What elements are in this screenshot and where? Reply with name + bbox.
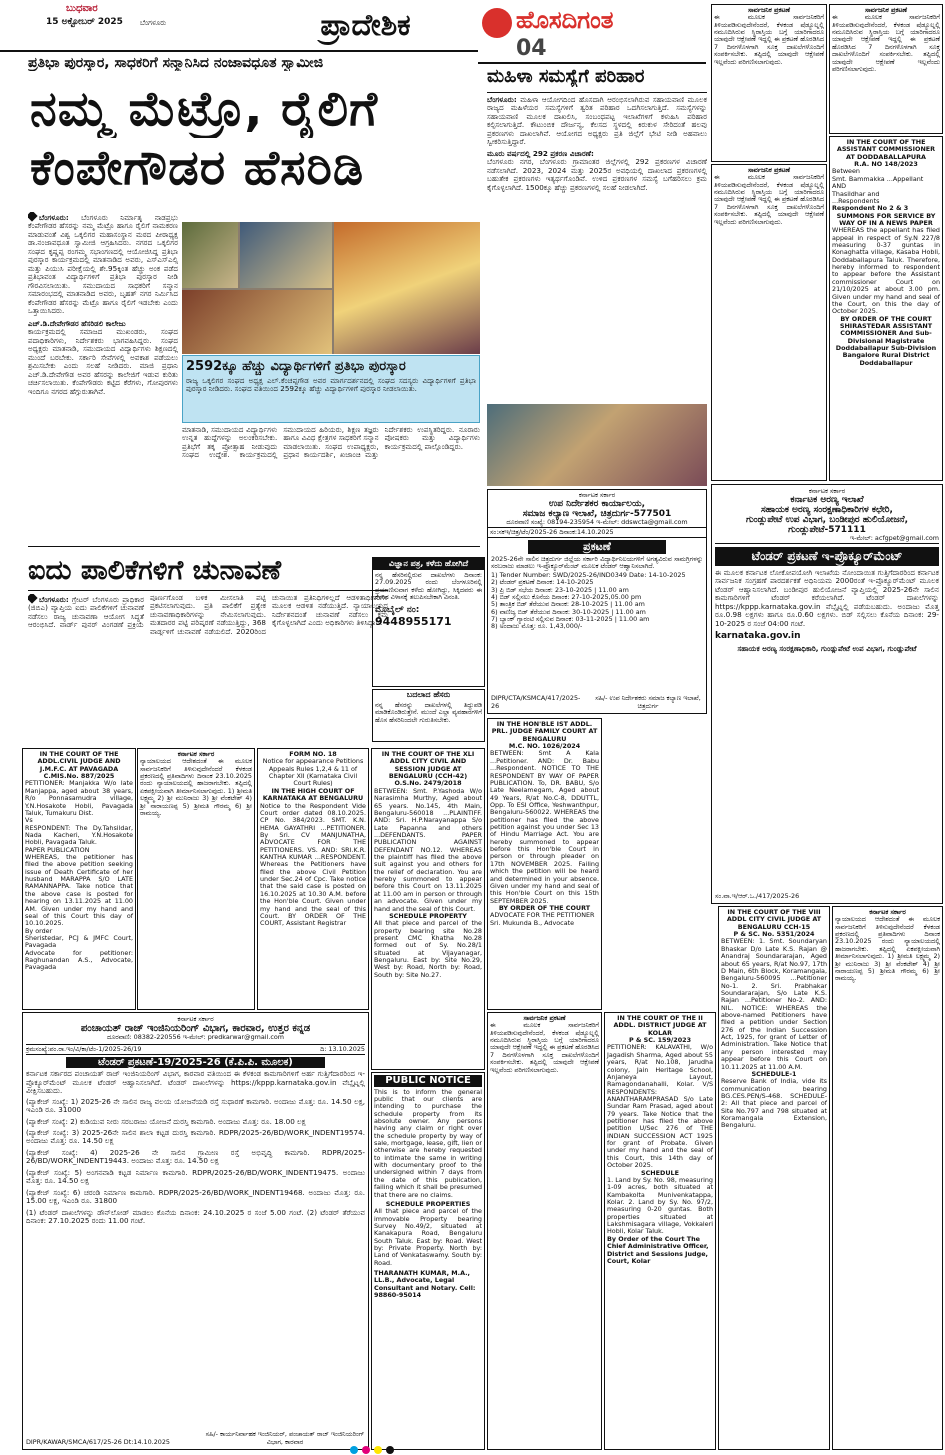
panchayat-dipr: DIPR/KAWAR/SMCA/617/25-26 Dt:14.10.2025 xyxy=(26,1437,170,1446)
paper-name: ಹೊಸದಿಗಂತ xyxy=(516,6,614,34)
photo-ceremony-4 xyxy=(182,290,332,354)
list-item: 8) ಅಂದಾಜು ಮೊತ್ತ: ರೂ. 1,43,000/- xyxy=(491,622,583,631)
panchayat-tender-head: ಟೆಂಡರ್ ಪ್ರಕಟಣೆ-19/2025-26 (ಕೆ.ಪಿ.ಪಿ. ಮೂಲಕ) xyxy=(66,1057,325,1068)
lower-story-body: ಮಾತನಾಡಿ, ಸಮುದಾಯದ ವಿದ್ಯಾರ್ಥಿಗಳು ಉನ್ನತ ಹುದ್ದೆಗಳನ್ನು ಅಲಂಕರಿಸಬೇಕು. ಪ್ರತಿಭೆಗೆ ತಕ್ಕ ಪ್ರೋತ್ಸಾಹ ನೀಡುವುದು ಸಂಘದ ಉದ್ದೇಶ. ಕಾರ್ಯಕ್ರಮದಲ್ಲಿ ಸಮುದಾಯದ ಹಿರಿಯರು, ಶಿಕ್ಷಣ ತಜ್ಞರು ಹಾಗೂ ವಿವಿಧ ಕ್ಷೇತ್ರಗಳ ಸಾಧಕರಿಗೆ ಸನ್ಮಾನ ಮಾಡಲಾಯಿತು. ಸಂಘದ ಉಪಾಧ್ಯಕ್ಷರು, ಪ್ರಧಾನ ಕಾರ್ಯದರ್ಶಿ, ಖಜಾಂಚಿ ಮತ್ತು ನಿರ್ದೇಶಕರು ಉಪಸ್ಥಿತರಿದ್ದರು. ನೂರಾರು ಪೋಷಕರು ಮತ್ತು ವಿದ್ಯಾರ್ಥಿಗಳು ಕಾರ್ಯಕ್ರಮದಲ್ಲಿ ಪಾಲ್ಗೊಂಡಿದ್ದರು. xyxy=(182,426,480,460)
court-3-body: BETWEEN: Smt. P.Yashoda W/o Narasimha Murthy, Aged about 65 years. No.145, 4th Main, Bengaluru-560018 ...PLAINTIFF. AND: Sri. H.P.Narayanappa S/o Late Papanna and others ...DEFENDANTS. PAPER PUBLICATION AGAINST DEFENDANT NO.12. WHEREAS the plaintiff has filed the above suit against you and others for the relief of declaration. You are hereby summoned to appear before this Court on 13.11.2025 at 11.00 am in person or through an advocate. Given under my hand and the seal of this Court. xyxy=(374,786,482,913)
chitradurga-items xyxy=(488,571,706,632)
court-2-court: IN THE HIGH COURT OF KARNATAKA AT BENGALURU xyxy=(262,786,364,803)
court-notice-doddaballapura xyxy=(829,136,943,481)
list-item: (ಪ್ಯಾಕೇಜ್ ಸಂಖ್ಯೆ: 3) 2025-26ನೇ ಸಾಲಿನ ಶಾಲಾ ಕಟ್ಟಡ ದುರಸ್ತಿ ಕಾಮಗಾರಿ. RDPR/2025-26/BD/WORK_INDENT19574. ಅಂದಾಜು ಮೊತ್ತ: ರೂ. 14.50 ಲಕ್ಷ xyxy=(26,1127,365,1146)
right-kannada-text: ಈ ಮೂಲಕ ಸಾರ್ವಜನಿಕರಿಗೆ ತಿಳಿಯಪಡಿಸುವುದೇನೆಂದರೆ, ಕೆಳಕಂಡ ಷೆಡ್ಯೂಲ್ನಲ್ಲಿ ನಮೂದಿಸಿರುವ ಸ್ಥಿರಾಸ್ತಿಯ ಬಗ್ಗೆ ಯಾರಿಗಾದರೂ ಯಾವುದೇ ಆಕ್ಷೇಪಣೆ ಇದ್ದಲ್ಲಿ ಈ ಪ್ರಕಟಣೆ ಹೊರಡಿಸಿದ 7 ದಿನಗಳೊಳಗಾಗಿ ಸೂಕ್ತ ದಾಖಲೆಗಳೊಂದಿಗೆ ಸಂಪರ್ಕಿಸಬೇಕು. ತಪ್ಪಿದಲ್ಲಿ ಯಾವುದೇ ಆಕ್ಷೇಪಣೆ ಇಲ್ಲವೆಂದು ಪರಿಗಣಿಸಲಾಗುವುದು. xyxy=(714,173,824,226)
masthead-day: ಬುಧವಾರ xyxy=(66,3,98,14)
forest-office-2: ಸಹಾಯಕ ಅರಣ್ಯ ಸಂರಕ್ಷಣಾಧಿಕಾರಿಗಳ ಕಛೇರಿ, xyxy=(761,505,893,516)
public-notice-sched: SCHEDULE PROPERTIES xyxy=(385,1199,471,1208)
court-2-body: Notice to the Respondent Vide Court order dated 08.10.2025. CP No. 384/2023. SMT. K.N. HEMA GAYATHRI ...PETITIONER. By Sri. CV MANJUNATHA, ADVOCATE FOR THE PETITIONERS. VS. AND: SRI.K.R. KANTHA KUMAR ...RESPONDENT. Whereas the Petitioners have filed the above Civil Petition under Sec.24 of Cpc. Take notice that the said case is posted on 16.10.2025 at 10.30 A.M. before the Hon'ble Court. Given under my hand and the seal of this Court. BY ORDER OF THE COURT, Assistant Registrar xyxy=(260,801,366,928)
forest-ref: ಸಂ.ವಾ.ಇ/ಆರ್.ಒ./417/2025-26 xyxy=(715,891,800,900)
chitradurga-office: ಉಪ ನಿರ್ದೇಶಕರ ಕಾರ್ಯಾಲಯ, xyxy=(548,499,646,510)
women-subhead: ಮೂರು ವರ್ಷದಲ್ಲಿ 292 ಪ್ರಕರಣ ವಿಚಾರಣೆ: xyxy=(487,148,594,158)
chitradurga-sign: ಸಹಿ/- ಉಪ ನಿರ್ದೇಶಕರು ಸಮಾಜ ಕಲ್ಯಾಣ ಇಲಾಖೆ, ಚಿತ್ರದುರ್ಗ xyxy=(595,694,701,710)
panchayat-office: ಪಂಚಾಯತ್ ರಾಜ್ ಇಂಜಿನಿಯರಿಂಗ್ ವಿಭಾಗ, ಕಾರವಾರ, ಉತ್ತರ ಕನ್ನಡ xyxy=(80,1023,311,1035)
photo-ceremony-2 xyxy=(240,222,332,288)
list-item: 5) ತಾಂತ್ರಿಕ ಬಿಡ್ ತೆರೆಯುವ ದಿನಾಂಕ: 28-10-2025 | 11.00 am xyxy=(491,600,645,609)
right-top-notice-2-title: ಸಾರ್ವಜನಿಕ ಪ್ರಕಟಣೆ xyxy=(523,1014,566,1022)
chitradurga-govt: ಕರ್ನಾಟಕ ಸರ್ಕಾರ xyxy=(578,491,616,499)
photo-caption-text: ರಾಜ್ಯ ಒಕ್ಕಲಿಗರ ಸಂಘದ ಅಧ್ಯಕ್ಷ ಎಲ್.ಕೆಂಚಪ್ಪಗೌಡ ಅವರ ಮಾರ್ಗದರ್ಶನದಲ್ಲಿ ಸಂಘದ ಸದಸ್ಯರು ವಿದ್ಯಾರ್ಥಿಗಳಿಗೆ ಪ್ರತಿಭಾ ಪುರಸ್ಕಾರ ನೀಡಿದರು. ಸಂಘದ ವತಿಯಿಂದ 2592ಕ್ಕೂ ಹೆಚ್ಚು ವಿದ್ಯಾರ್ಥಿಗಳಿಗೆ ಪುರಸ್ಕಾರ ನೀಡಲಾಯಿತು. xyxy=(186,376,476,394)
forest-tender xyxy=(711,484,943,904)
photo-ceremony-1 xyxy=(182,222,238,288)
photo-collage xyxy=(182,222,480,354)
court-5-title: IN THE COURT OF THE II ADDL. DISTRICT JUDGE AT KOLAR xyxy=(613,1014,707,1037)
right-top-notice-1 xyxy=(711,4,827,162)
right-kannada-title: ಸಾರ್ವಜನಿಕ ಪ್ರಕಟಣೆ xyxy=(747,166,791,174)
lead-dateline: ಬೆಂಗಳೂರು: xyxy=(39,213,69,222)
court-3-case: O.S.No. 2479/2018 xyxy=(394,779,462,788)
chitradurga-notice xyxy=(487,489,707,714)
page-number: 04 xyxy=(516,36,547,61)
registration-dot xyxy=(386,1446,394,1454)
list-item: 3) ಪ್ರಿ ಬಿಡ್ ಸಭೆಯ ದಿನಾಂಕ: 23-10-2025 | 11.00 am xyxy=(491,585,629,594)
women-headline: ಮಹಿಳಾ ಸಮಸ್ಯೆಗೆ ಪರಿಹಾರ xyxy=(487,66,645,87)
court-right-parties: Between Smt. Bammakka ...Appellant AND Thasildhar and ...Respondents xyxy=(832,167,924,205)
court-notice-kolar xyxy=(604,1012,716,1450)
list-item: 1) Tender Number: SWD/2025-26/IND0349 Date: 14-10-2025 xyxy=(491,570,686,579)
forest-tender-site: karnataka.gov.in xyxy=(715,631,801,642)
court-right-case: R.A. NO 148/2023 xyxy=(854,160,918,169)
chitradurga-contact: ದೂರವಾಣಿ ಸಂಖ್ಯೆ: 08194-235954 ಇ-ಮೇಲ್: ddswcta@gmail.com xyxy=(506,518,688,527)
classified-title: ವಿಜ್ಞಾನ ಪತ್ರ, ಕಳೆದು ಹೋಗಿದೆ xyxy=(373,558,484,570)
right-top-notice-1-title: ಸಾರ್ವಜನಿಕ ಪ್ರಕಟಣೆ xyxy=(747,6,791,14)
list-item: 4) ಬಿಡ್ ಸಲ್ಲಿಸಲು ಕೊನೆಯ ದಿನಾಂಕ: 27-10-2025,05.00 pm xyxy=(491,592,642,601)
registration-dot xyxy=(374,1446,382,1454)
forest-office-3: ಗುಂಡ್ಲುಪೇಟೆ ಉಪ ವಿಭಾಗ, ಬಂಡೀಪುರ ಹುಲಿಯೋಜನೆ, xyxy=(745,515,909,526)
elections-body-text: ಗ್ರೇಟರ್ ಬೆಂಗಳೂರು ಪ್ರಾಧಿಕಾರ (ಜಿಬಿಎ) ವ್ಯಾಪ್ತಿಯ ಐದು ಪಾಲಿಕೆಗಳಿಗೆ ಚುನಾವಣೆ ನಡೆಸಲು ರಾಜ್ಯ ಚುನಾವಣಾ ಆಯೋಗ ಸಿದ್ಧತೆ ಆರಂಭಿಸಿದೆ. ವಾರ್ಡ್ ಪುನರ್ ವಿಂಗಡಣೆ ಪ್ರಕ್ರಿಯೆ ಪೂರ್ಣಗೊಂಡ ಬಳಿಕ ಮೀಸಲಾತಿ ಪಟ್ಟಿ ಪ್ರಕಟಿಸಲಾಗುವುದು. ಪ್ರತಿ ಪಾಲಿಕೆಗೆ ಪ್ರತ್ಯೇಕ ಚುನಾವಣಾಧಿಕಾರಿಗಳನ್ನು ನೇಮಿಸಲಾಗುವುದು. ಮತದಾರರ ಪಟ್ಟಿ ಪರಿಷ್ಕರಣೆ ನಡೆಯುತ್ತಿದ್ದು, 368 ವಾರ್ಡ್ಗಳಿಗೆ ಚುನಾವಣೆ ನಡೆಯಲಿದೆ. 2020ರಿಂದ ಚುನಾಯಿತ ಪ್ರತಿನಿಧಿಗಳಿಲ್ಲದೆ ಆಡಳಿತಾಧಿಕಾರಿಗಳ ಮೂಲಕ ಆಡಳಿತ ನಡೆಯುತ್ತಿದೆ. ನ್ಯಾಯಾಲಯದ ನಿರ್ದೇಶನದಂತೆ ಚುನಾವಣೆ ನಡೆಸಲು ಕ್ರಮ ಕೈಗೊಳ್ಳಲಾಗಿದೆ ಎಂದು ಅಧಿಕಾರಿಗಳು ತಿಳಿಸಿದ್ದಾರೆ. xyxy=(28,594,388,636)
forest-office-4: ಗುಂಡ್ಲುಪೇಟೆ-571111 xyxy=(788,525,866,536)
classified-body: ನನ್ನ ಹೆಸರಿನಲ್ಲಿರುವ ದಾಖಲೆಗಳು ದಿನಾಂಕ: 27.09.2025 ರಂದು ಬೆಂಗಳೂರಿನಲ್ಲಿ ಪ್ರಯಾಣಿಸುವಾಗ ಕಳೆದು ಹೋಗಿದ್ದು, ಸಿಕ್ಕಿದವರು ಈ ಕೆಳಗಿನ ವಿಳಾಸಕ್ಕೆ ತಲುಪಿಸಬೇಕಾಗಿ ವಿನಂತಿ. xyxy=(375,571,482,602)
women-dateline: ಬೆಂಗಳೂರು: xyxy=(487,96,517,104)
public-notice-adv: THARANATH KUMAR, M.A., LL.B., Advocate, Legal Consultant and Notary. Cell: 98860-95014 xyxy=(374,1269,476,1300)
court-notice-extra xyxy=(487,1012,602,1450)
classified-mobile: 9448955171 xyxy=(375,615,452,629)
masthead-date-block xyxy=(0,0,255,48)
elections-rule xyxy=(28,590,388,591)
women-photo xyxy=(487,404,707,486)
lead-kicker: ಪ್ರತಿಭಾ ಪುರಸ್ಕಾರ, ಸಾಧಕರಿಗೆ ಸನ್ಮಾನಿಸಿದ ನಂಜಾವಧೂತ ಸ್ವಾಮೀಜಿ xyxy=(28,55,324,71)
far-right-lower-title-2: ಕರ್ನಾಟಕ ಸರ್ಕಾರ xyxy=(869,908,906,916)
chitradurga-dipr: DIPR/CTA/KSMCA/417/2025-26 xyxy=(491,694,581,710)
classified-mobile-label: ಮೊಬೈಲ್ ನಂ: xyxy=(375,605,420,616)
far-right-lower-title: ಕರ್ನಾಟಕ ಸರ್ಕಾರ xyxy=(177,750,215,758)
paper-logo xyxy=(478,4,706,64)
court-5-body: PETITIONER: KALAVATHI, W/o Jagadish Sharma, Aged about 55 years, R/at No.108, Jarudha colony, Jain Heritage School, Anjaneya Layout, Ramagondanahalli, Kolar. V/S RESPONDENTS: ANANTHARAMPRASAD S/o Late Sundar Ram Prasad, aged about 79 years. Take Notice that the petitioner has filed the above petition U/Sec 276 of THE INDIAN SUCCESSION ACT 1925 for grant of Probate. Given under my hand and the seal of this Court, this 14th day of October 2025. xyxy=(607,1043,713,1170)
women-body-text: ಮಹಿಳಾ ಆಯೋಗದಿಂದ ಹೊಸದಾಗಿ ಆರಂಭಿಸಲಾಗಿರುವ ಸಹಾಯವಾಣಿ ಮೂಲಕ ರಾಜ್ಯದ ಮಹಿಳೆಯರ ಸಮಸ್ಯೆಗಳಿಗೆ ತ್ವರಿತ ಪರಿಹಾರ ಒದಗಿಸಲಾಗುತ್ತಿದೆ. ಸಮಸ್ಯೆಗಳನ್ನು ಸಹಾಯವಾಣಿ ಮೂಲಕ ದಾಖಲಿಸಿ, ಸಂಬಂಧಪಟ್ಟ ಇಲಾಖೆಗಳಿಗೆ ಕಳುಹಿಸಿ ಪರಿಹಾರ ಕಲ್ಪಿಸಲಾಗುತ್ತಿದೆ. ಕೌಟುಂಬಿಕ ದೌರ್ಜನ್ಯ, ಕೆಲಸದ ಸ್ಥಳದಲ್ಲಿ ಕಿರುಕುಳ ಸೇರಿದಂತೆ ಹಲವು ಪ್ರಕರಣಗಳು ದಾಖಲಾಗಿವೆ. ಆಯೋಗದ ಅಧ್ಯಕ್ಷರು ಪ್ರತಿ ಜಿಲ್ಲೆಗೆ ಭೇಟಿ ನೀಡಿ ಅಹವಾಲು ಸ್ವೀಕರಿಸುತ್ತಿದ್ದಾರೆ. xyxy=(487,96,707,147)
court-5-sched-body: 1. Land by Sy. No. 98, measuring 1-09 acres, both situated at Kambakolta Munivenkatappa, Kolar. 2. Land by Sy. No. 97/2, measuring 0-20 guntas. Both properties situated at Lakshmisagara village, Vokkaleri Hobli, Kolar Taluk. xyxy=(607,1175,713,1236)
panchayat-date: ದಿ: 13.10.2025 xyxy=(320,1044,365,1053)
lead-body-text-2: ಕಾರ್ಯಕ್ರಮದಲ್ಲಿ ಸಮಾಜದ ಮುಖಂಡರು, ಸಂಘದ ಪದಾಧಿಕಾರಿಗಳು, ನಿರ್ದೇಶಕರು ಭಾಗವಹಿಸಿದ್ದರು. ಸಂಘದ ಅಧ್ಯಕ್ಷರು ಮಾತನಾಡಿ, ಸಮುದಾಯದ ವಿದ್ಯಾರ್ಥಿಗಳು ಶಿಕ್ಷಣದಲ್ಲಿ ಮುಂದೆ ಬರಬೇಕು. ಸರ್ಕಾರಿ ಸೇವೆಗಳಲ್ಲಿ ಅವಕಾಶ ಪಡೆಯಲು ಶ್ರಮಿಸಬೇಕು ಎಂದು ಸಲಹೆ ನೀಡಿದರು. ಮಾಜಿ ಪ್ರಧಾನಿ ಎಚ್.ಡಿ.ದೇವೇಗೌಡ ಅವರ ಹೆಸರನ್ನು ಕಾಲೇಜಿಗೆ ಇಡುವ ಕುರಿತು ಚರ್ಚಿಸಲಾಯಿತು. ಕೆಂಪೇಗೌಡರು ಕಟ್ಟಿದ ಕೆರೆಗಳು, ಗೋಪುರಗಳು ಇಂದಿಗೂ ನಗರದ ಹೆಗ್ಗುರುತಾಗಿವೆ. xyxy=(28,327,178,396)
right-kannada-notice xyxy=(711,164,827,481)
court-1-body: PETITIONER: Manjakka W/o late Manjappa, aged about 38 years, R/o Ponnasamudra village, Y.N.Hosakote Hobli, Pavagada Taluk, Tumakuru Dist. Vs RESPONDENT: The Dy.Tahsildar, Nada Kacheri, Y.N.Hosakote Hobli, Pavagada Taluk. PAPER PUBLICATION WHEREAS, the petitioner has filed the above petition seeking issue of Death Certificate of her husband MARAPPA S/O LATE RAMANNAPPA. Take notice that the above case is posted for hearing on 13.11.2025 at 11.00 AM. Given under my hand and seal of this Court this day of 10.10.2025. By order Sheristedar, PCJ & JMFC Court, Pavagada Advocate for petitioner: Raghunandan A.S., Advocate, Pavagada xyxy=(25,779,133,972)
masthead-date: 15 ಅಕ್ಟೋಬರ್ 2025 xyxy=(46,17,123,27)
far-right-lower-body: ನ್ಯಾಯಾಲಯದ ಆದೇಶದಂತೆ ಈ ಮೂಲಕ ಸಾರ್ವಜನಿಕರಿಗೆ ತಿಳಿಸುವುದೇನೆಂದರೆ ಕೆಳಕಂಡ ಪ್ರಕರಣದಲ್ಲಿ ಪ್ರತಿವಾದಿಗಳು ದಿನಾಂಕ 23.10.2025 ರಂದು ನ್ಯಾಯಾಲಯದಲ್ಲಿ ಹಾಜರಾಗಬೇಕು. ತಪ್ಪಿದಲ್ಲಿ ಏಕಪಕ್ಷೀಯವಾಗಿ ತೀರ್ಮಾನಿಸಲಾಗುವುದು. 1) ಶ್ರೀಮತಿ ಲಕ್ಷ್ಮಮ್ಮ 2) ಶ್ರೀ ಮುನಿರಾಜು 3) ಶ್ರೀ ವೆಂಕಟೇಶ್ 4) ಶ್ರೀ ನಾರಾಯಣಪ್ಪ 5) ಶ್ರೀಮತಿ ಗೌರಮ್ಮ 6) ಶ್ರೀ ರಾಮಯ್ಯ. xyxy=(140,757,252,817)
court-1-title: IN THE COURT OF THE ADDL.CIVIL JUDGE AND J.M.F.C. AT PAVAGADA xyxy=(37,750,121,773)
panchayat-sign: ಸಹಿ/- ಕಾರ್ಯನಿರ್ವಾಹಕ ಇಂಜಿನಿಯರ್, ಪಂಚಾಯತ್ ರಾಜ್ ಇಂಜಿನಿಯರಿಂಗ್ ವಿಭಾಗ, ಕಾರವಾರ xyxy=(205,1430,365,1446)
public-notice-sched-body: All that piece and parcel of the immovable Property bearing Survey No.49/2, situated at Kanakapura Road, Bengaluru South Taluk. East by: Road. West by: Private Property. North by: Land of Venkataswamy. South by: Road. xyxy=(374,1207,482,1267)
classified-mobile-row xyxy=(373,603,484,630)
masthead-rule-right xyxy=(478,62,706,64)
forest-email: ಇ-ಮೇಲ್: acfgpet@gmail.com xyxy=(715,535,939,543)
bullet-icon xyxy=(28,212,38,222)
forest-office: ಕರ್ನಾಟಕ ಅರಣ್ಯ ಇಲಾಖೆ xyxy=(790,495,864,506)
chitradurga-intro: 2025-26ನೇ ಸಾಲಿನ ಚಿತ್ರದುರ್ಗ ಜಿಲ್ಲೆಯ ಸರ್ಕಾರಿ ವಿದ್ಯಾರ್ಥಿನಿಲಯಗಳಿಗೆ ಅಗತ್ಯವಿರುವ ಸಾಮಗ್ರಿಗಳನ್ನು ಸರಬರಾಜು ಮಾಡಲು ಇ-ಪ್ರೊಕ್ಯೂರ್‌ಮೆಂಟ್ ಮೂಲಕ ಟೆಂಡರ್ ಆಹ್ವಾನಿಸಲಾಗಿದೆ. xyxy=(491,555,703,571)
court-3-sched: SCHEDULE PROPERTY xyxy=(389,911,467,920)
elections-headline: ಐದು ಪಾಲಿಕೆಗಳಿಗೆ ಚುನಾವಣೆ xyxy=(28,555,282,586)
photo-caption-title: 2592ಕ್ಕೂ ಹೆಚ್ಚು ವಿದ್ಯಾರ್ಥಿಗಳಿಗೆ ಪ್ರತಿಭಾ ಪುರಸ್ಕಾರ xyxy=(186,359,406,374)
women-body-text-2: ಬೆಂಗಳೂರು ನಗರ, ಬೆಂಗಳೂರು ಗ್ರಾಮಾಂತರ ಜಿಲ್ಲೆಗಳಲ್ಲಿ 292 ಪ್ರಕರಣಗಳ ವಿಚಾರಣೆ ನಡೆಸಲಾಗಿದೆ. 2023, 2024 ಮತ್ತು 2025ರ ಅವಧಿಯಲ್ಲಿ ದಾಖಲಾದ ಪ್ರಕರಣಗಳಲ್ಲಿ ಬಹುತೇಕ ಪ್ರಕರಣಗಳು ಇತ್ಯರ್ಥಗೊಂಡಿವೆ. ಉಳಿದ ಪ್ರಕರಣಗಳ ಸಮಸ್ಯೆ ಬಗೆಹರಿಸಲು ಕ್ರಮ ಕೈಗೊಳ್ಳಲಾಗಿದೆ. 1500ಕ್ಕೂ ಹೆಚ್ಚು ಪ್ರಕರಣಗಳಲ್ಲಿ ಸಲಹೆ ನೀಡಲಾಗಿದೆ. xyxy=(487,157,707,192)
right-top-notice-1-text: ಈ ಮೂಲಕ ಸಾರ್ವಜನಿಕರಿಗೆ ತಿಳಿಯಪಡಿಸುವುದೇನೆಂದರೆ, ಕೆಳಕಂಡ ಷೆಡ್ಯೂಲ್ನಲ್ಲಿ ನಮೂದಿಸಿರುವ ಸ್ಥಿರಾಸ್ತಿಯ ಬಗ್ಗೆ ಯಾರಿಗಾದರೂ ಯಾವುದೇ ಆಕ್ಷೇಪಣೆ ಇದ್ದಲ್ಲಿ ಈ ಪ್ರಕಟಣೆ ಹೊರಡಿಸಿದ 7 ದಿನಗಳೊಳಗಾಗಿ ಸೂಕ್ತ ದಾಖಲೆಗಳೊಂದಿಗೆ ಸಂಪರ್ಕಿಸಬೇಕು. ತಪ್ಪಿದಲ್ಲಿ ಯಾವುದೇ ಆಕ್ಷೇಪಣೆ ಇಲ್ಲವೆಂದು ಪರಿಗಣಿಸಲಾಗುವುದು. xyxy=(714,13,824,66)
panchayat-works xyxy=(26,1098,365,1206)
list-item: (ಪ್ಯಾಕೇಜ್ ಸಂಖ್ಯೆ: 5) ಅಂಗನವಾಡಿ ಕಟ್ಟಡ ನಿರ್ಮಾಣ ಕಾಮಗಾರಿ. RDPR/2025-26/BD/WORK_INDENT19475. ಅಂದಾಜು ಮೊತ್ತ: ರೂ. 14.50 ಲಕ್ಷ xyxy=(26,1167,365,1186)
forest-govt: ಕರ್ನಾಟಕ ಸರ್ಕಾರ xyxy=(808,487,846,495)
court-3-sched-body: All that piece and parcel of the property bearing site No.28 present CMC Khatha No.28 formed out of Sy. No.28/1 situated at Vijayanagar, Bengaluru. East by: Site No.29, West by: Road, North by: Road, South by: Site No.27. xyxy=(374,919,482,979)
court-2-title: FORM NO. 18 xyxy=(289,750,337,758)
right-top-notice-2-text: ಈ ಮೂಲಕ ಸಾರ್ವಜನಿಕರಿಗೆ ತಿಳಿಯಪಡಿಸುವುದೇನೆಂದರೆ, ಕೆಳಕಂಡ ಷೆಡ್ಯೂಲ್ನಲ್ಲಿ ನಮೂದಿಸಿರುವ ಸ್ಥಿರಾಸ್ತಿಯ ಬಗ್ಗೆ ಯಾರಿಗಾದರೂ ಯಾವುದೇ ಆಕ್ಷೇಪಣೆ ಇದ್ದಲ್ಲಿ ಈ ಪ್ರಕಟಣೆ ಹೊರಡಿಸಿದ 7 ದಿನಗಳೊಳಗಾಗಿ ಸೂಕ್ತ ದಾಖಲೆಗಳೊಂದಿಗೆ ಸಂಪರ್ಕಿಸಬೇಕು. ತಪ್ಪಿದಲ್ಲಿ ಯಾವುದೇ ಆಕ್ಷೇಪಣೆ ಇಲ್ಲವೆಂದು ಪರಿಗಣಿಸಲಾಗುವುದು. xyxy=(490,1021,599,1074)
court-right-summons: SUMMONS FOR SERVICE BY WAY OF IN A NEWS PAPER xyxy=(836,211,936,227)
classified-2-body: ನನ್ನ ಹೆಸರನ್ನು ದಾಖಲೆಗಳಲ್ಲಿ ತಿದ್ದುಪಡಿ ಮಾಡಿಕೊಂಡಿರುತ್ತೇನೆ. ಮುಂದೆ ಎಲ್ಲಾ ವ್ಯವಹಾರಗಳಿಗೆ ಹೊಸ ಹೆಸರಿನಿಂದಲೇ ಗುರುತಿಸಬೇಕು. xyxy=(375,701,482,724)
panchayat-intro: ಕರ್ನಾಟಕ ಸರ್ಕಾರದ ಪಂಚಾಯತ್ ರಾಜ್ ಇಂಜಿನಿಯರಿಂಗ್ ವಿಭಾಗ, ಕಾರವಾರ ವತಿಯಿಂದ ಈ ಕೆಳಕಂಡ ಕಾಮಗಾರಿಗಳಿಗೆ ಅರ್ಹ ಗುತ್ತಿಗೆದಾರರಿಂದ ಇ-ಪ್ರೊಕ್ಯೂರ್‌ಮೆಂಟ್ ಮೂಲಕ ಟೆಂಡರ್ ಆಹ್ವಾನಿಸಲಾಗಿದೆ. ಟೆಂಡರ್ ದಾಖಲೆಗಳನ್ನು https://kppp.karnataka.gov.in ವೆಬ್ಸೈಟ್ನಲ್ಲಿ ವೀಕ್ಷಿಸಬಹುದು. xyxy=(26,1069,365,1096)
lead-body-text: ಬೆಂಗಳೂರು ನಿರ್ಮಾತೃ ನಾಡಪ್ರಭು ಕೆಂಪೇಗೌಡರ ಹೆಸರನ್ನು ನಮ್ಮ ಮೆಟ್ರೊ ಹಾಗೂ ರೈಲಿಗೆ ನಾಮಕರಣ ಮಾಡುವಂತೆ ವಿಶ್ವ ಒಕ್ಕಲಿಗರ ಮಹಾಸಂಸ್ಥಾನ ಮಠದ ಪೀಠಾಧ್ಯಕ್ಷ ಡಾ.ನಂಜಾವಧೂತ ಸ್ವಾಮೀಜಿ ಆಗ್ರಹಿಸಿದರು. ನಗರದ ಒಕ್ಕಲಿಗರ ಸಂಘದ ಕೃಷ್ಣಪ್ಪ ರಂಗಮ್ಮ ಸಭಾಂಗಣದಲ್ಲಿ ಆಯೋಜಿಸಿದ್ದ ಪ್ರತಿಭಾ ಪುರಸ್ಕಾರ ಕಾರ್ಯಕ್ರಮದಲ್ಲಿ ಮಾತನಾಡಿದ ಅವರು, ಎಸ್ಎಸ್ಎಲ್ಸಿ ಮತ್ತು ಪಿಯುಸಿ ಪರೀಕ್ಷೆಯಲ್ಲಿ ಶೇ.95ಕ್ಕಿಂತ ಹೆಚ್ಚು ಅಂಕ ಪಡೆದ ಪ್ರತಿಭಾವಂತ ವಿದ್ಯಾರ್ಥಿಗಳಿಗೆ ಪ್ರತಿಭಾ ಪುರಸ್ಕಾರ ನೀಡಿ ಗೌರವಿಸಲಾಯಿತು. ಸಮುದಾಯದ ಸಾಧಕರಿಗೆ ಸನ್ಮಾನ ಸಮಾರಂಭದಲ್ಲಿ ಮಾತನಾಡಿದ ಅವರು, ಬೃಹತ್ ನಗರ ನಿರ್ಮಿಸಿದ ಕೆಂಪೇಗೌಡರ ಹೆಸರನ್ನು ಮೆಟ್ರೊ ಹಾಗೂ ರೈಲಿಗೆ ಇಡಬೇಕು ಎಂದು ಒತ್ತಾಯಿಸಿದರು. xyxy=(28,213,178,316)
court-right-body: WHEREAS the appellant has filed appeal in respect of Sy.N 227/8 measuring 0-37 guntas in Konaghatta village, Kasaba Hobli, Doddaballapura Taluk. Therefore, hereby informed to respondent to appear before the Assistant commissioner Court on 21/10/2025 at about 3.00 pm. Given under my hand and seal of the Court, on this the day of October 2025. xyxy=(832,226,940,316)
panchayat-ref-row xyxy=(26,1044,365,1055)
court-3-title: IN THE COURT OF THE XLI ADDL CITY CIVIL AND SESSION JUDGE AT BENGALURU (CCH-42) xyxy=(381,750,475,781)
elections-body xyxy=(28,594,388,742)
chitradurga-office-2: ಸಮಾಜ ಕಲ್ಯಾಣ ಇಲಾಖೆ, ಚಿತ್ರದುರ್ಗ-577501 xyxy=(522,509,672,520)
lead-subhead: ಎಚ್.ಡಿ.ದೇವೇಗೌಡರ ಹೆಸರಿಡಲಿ ಕಾಲೇಜು xyxy=(28,318,126,328)
court-notice-family xyxy=(487,718,602,1010)
chitradurga-notice-head: ಪ್ರಕಟಣೆ xyxy=(528,540,666,554)
court-4-adv: ADVOCATE FOR THE PETITIONER Sri. Mukunda B., Advocate xyxy=(490,911,595,927)
list-item: 7) ಬ್ಯಾಂಕ್ ಗ್ಯಾರಂಟಿ ಸಲ್ಲಿಸುವ ದಿನಾಂಕ: 03-11-2025 | 11.00 am xyxy=(491,614,650,623)
panchayat-tender xyxy=(22,1012,369,1450)
right-top-notice-2b-text: ಈ ಮೂಲಕ ಸಾರ್ವಜನಿಕರಿಗೆ ತಿಳಿಯಪಡಿಸುವುದೇನೆಂದರೆ, ಕೆಳಕಂಡ ಷೆಡ್ಯೂಲ್ನಲ್ಲಿ ನಮೂದಿಸಿರುವ ಸ್ಥಿರಾಸ್ತಿಯ ಬಗ್ಗೆ ಯಾರಿಗಾದರೂ ಯಾವುದೇ ಆಕ್ಷೇಪಣೆ ಇದ್ದಲ್ಲಿ ಈ ಪ್ರಕಟಣೆ ಹೊರಡಿಸಿದ 7 ದಿನಗಳೊಳಗಾಗಿ ಸೂಕ್ತ ದಾಖಲೆಗಳೊಂದಿಗೆ ಸಂಪರ್ಕಿಸಬೇಕು. ತಪ್ಪಿದಲ್ಲಿ ಯಾವುದೇ ಆಕ್ಷೇಪಣೆ ಇಲ್ಲವೆಂದು ಪರಿಗಣಿಸಲಾಗುವುದು. xyxy=(832,13,940,73)
court-6-sched-body: Reserve Bank of India, vide its communication bearing BG.CES.PEN/S-468. SCHEDULE-2: All that piece and parcel of Site No.797 and 798 situated at Koramangala Extension, Bengaluru. xyxy=(721,1077,827,1130)
court-notice-cch42 xyxy=(371,748,485,1070)
panchayat-closing: (1) ಟೆಂಡರ್ ದಾಖಲೆಗಳನ್ನು ಡೌನ್‌ಲೋಡ್ ಮಾಡಲು ಕೊನೆಯ ದಿನಾಂಕ: 24.10.2025 ರ ಸಂಜೆ 5.00 ಗಂಟೆ. (2) ಟೆಂಡರ್ ತೆರೆಯುವ ದಿನಾಂಕ: 27.10.2025 ರಂದು 11.00 ಗಂಟೆ. xyxy=(26,1207,365,1226)
bullet-icon xyxy=(28,594,38,604)
court-notice-cch15 xyxy=(718,906,830,1450)
court-4-case: M.C. NO. 1026/2024 xyxy=(508,742,581,751)
court-1-case: C.MIS.No. 887/2025 xyxy=(43,772,115,781)
court-notice-generic xyxy=(137,748,255,1010)
public-notice-title: PUBLIC NOTICE xyxy=(374,1075,482,1087)
court-right-respondent: Respondent No 2 & 3 xyxy=(832,204,909,213)
lead-body-col1 xyxy=(28,212,178,542)
court-2-sub: Notice for appearance Petitions Appeals Rules 1,2,4 & 11 of Chapter XII (Karnataka Civil Court Rules) xyxy=(262,757,364,788)
forest-tender-body: ಈ ಮೂಲಕ ಕರ್ನಾಟಕ ಲೋಕೋಪಯೋಗಿ ಇಲಾಖೆಯ ನೋಂದಾಯಿತ ಗುತ್ತಿಗೆದಾರರಿಂದ ಕರ್ನಾಟಕ ಸಾರ್ವಜನಿಕ ಸಂಗ್ರಹಣೆ ಪಾರದರ್ಶಕತೆ ಅಧಿನಿಯಮ 2000ರಂತೆ ಇ-ಪ್ರೊಕ್ಯೂರ್‌ಮೆಂಟ್ ಮೂಲಕ ಟೆಂಡರ್ ಆಹ್ವಾನಿಸಲಾಗಿದೆ. ಬಂಡೀಪುರ ಹುಲಿಯೋಜನೆ ವ್ಯಾಪ್ತಿಯಲ್ಲಿ 2025-26ನೇ ಸಾಲಿನ ಕಾಮಗಾರಿಗಳಿಗೆ ಟೆಂಡರ್ ಕರೆಯಲಾಗಿದೆ. ಟೆಂಡರ್ ದಾಖಲೆಗಳನ್ನು https://kppp.karnataka.gov.in ವೆಬ್ಸೈಟ್ನಲ್ಲಿ ಪಡೆಯಬಹುದು. ಅಂದಾಜು ಮೊತ್ತ ರೂ.0.98 ಲಕ್ಷಗಳು ಹಾಗೂ ರೂ.0.60 ಲಕ್ಷಗಳು. ಬಿಡ್ ಸಲ್ಲಿಸಲು ಕೊನೆಯ ದಿನಾಂಕ: 29-10-2025 ರ ಸಂಜೆ 04:00 ಗಂಟೆ. xyxy=(715,567,939,628)
court-6-sched: SCHEDULE-1 xyxy=(751,1069,797,1078)
court-6-title: IN THE COURT OF THE VIII ADDL CITY CIVIL JUDGE AT BENGALURU CCH-15 xyxy=(726,908,822,931)
list-item: 6) ವಾಣಿಜ್ಯ ಬಿಡ್ ತೆರೆಯುವ ದಿನಾಂಕ: 30-10-2025 | 11.00 am xyxy=(491,607,646,616)
classified-name-change xyxy=(372,689,485,742)
court-right-title: IN THE COURT OF THE ASSISTANT COMMISSIONER AT DODDABALLAPURA xyxy=(836,138,936,161)
photo-caption-box xyxy=(182,355,480,423)
court-notice-form18 xyxy=(257,748,369,1010)
masthead-city: ಬೆಂಗಳೂರು xyxy=(140,19,167,27)
court-4-title: IN THE HON'BLE IST ADDL. PRL. JUDGE FAMILY COURT AT BENGALURU xyxy=(491,720,598,743)
court-5-sched: SCHEDULE xyxy=(641,1168,679,1177)
panchayat-contact: ದೂರವಾಣಿ: 08382-220556 ಇ-ಮೇಲ್: predkarwar@gmail.com xyxy=(107,1033,284,1042)
classified-lost xyxy=(372,557,485,687)
lead-headline-1: ನಮ್ಮ ಮೆಟ್ರೊ, ರೈಲಿಗೆ xyxy=(30,81,379,137)
elections-dateline: ಬೆಂಗಳೂರು: xyxy=(39,595,69,604)
forest-tender-head: ಟೆಂಡರ್ ಪ್ರಕಟಣೆ ಇ-ಪ್ರೊಕ್ಯೂರ್‌ಮೆಂಟ್ xyxy=(715,547,939,566)
public-notice xyxy=(371,1072,485,1450)
court-4-body: BETWEEN: Smt A Kala ...Petitioner. AND: Dr. Babu ...Respondent. NOTICE TO THE RESPONDENT BY WAY OF PAPER PUBLICATION. To, DR. BABU, S/o Late Neelamegam, Aged about 49 Years, R/at No.C-8, DDUTTL, Opp. To ESI Office, Yeshwanthpur, Bengaluru-560022. WHEREAS the petitioner has filed the above petition against you under Sec 13 of Hindu Marriage Act. You are hereby summoned to appear before this Hon'ble Court in person or through pleader on 17th NOVEMBER 2025. Failing which the petition will be heard and determined in your absence. Given under my hand and seal of this Hon'ble Court on this 15th SEPTEMBER 2025. xyxy=(490,749,599,905)
photo-ceremony-3 xyxy=(334,222,480,354)
list-item: (ಪ್ಯಾಕೇಜ್ ಸಂಖ್ಯೆ: 2) ಕುಡಿಯುವ ನೀರು ಸರಬರಾಜು ಯೋಜನೆ ದುರಸ್ತಿ ಕಾಮಗಾರಿ. ಅಂದಾಜು ಮೊತ್ತ: ರೂ. 18.00 ಲಕ್ಷ xyxy=(26,1116,306,1126)
list-item: (ಪ್ಯಾಕೇಜ್ ಸಂಖ್ಯೆ: 4) 2025-26 ನೇ ಸಾಲಿನ ಗ್ರಾಮೀಣ ರಸ್ತೆ ಅಭಿವೃದ್ಧಿ ಕಾಮಗಾರಿ. RDPR/2025-26/BD/WORK_INDENT19443. ಅಂದಾಜು ಮೊತ್ತ: ರೂ. 14.50 ಲಕ್ಷ xyxy=(26,1147,365,1166)
court-4-order: BY ORDER OF THE COURT xyxy=(498,903,591,912)
paper-logo-badge xyxy=(482,8,512,38)
court-notice-pavagada xyxy=(22,748,136,1010)
public-notice-body: This is to inform the general public that our clients are intending to purchase the schedule property from its absolute owner. Any persons having any claim or right over the schedule property by way of sale, mortgage, lease, gift, lien or otherwise are hereby requested to intimate the same in writing with documentary proof to the undersigned within 7 days from the date of this publication, failing which it shall be presumed that there are no claims. xyxy=(374,1087,482,1199)
classified-2-title: ಬದಲಾದ ಹೆಸರು xyxy=(406,690,451,699)
right-top-notice-2 xyxy=(829,4,943,134)
women-rule xyxy=(487,92,707,93)
chitradurga-ref: ಸಂ:ಸಕಇ/ಚಿತ್ರ/ಟೆಂ/2025-26 ದಿನಾಂಕ:14.10.2025 xyxy=(488,527,706,538)
forest-signature: ಸಹಾಯಕ ಅರಣ್ಯ ಸಂರಕ್ಷಣಾಧಿಕಾರಿ, ಗುಂಡ್ಲುಪೇಟೆ ಉಪ ವಿಭಾಗ, ಗುಂಡ್ಲುಪೇಟೆ xyxy=(737,644,917,654)
women-body xyxy=(487,96,707,402)
panchayat-ref: ಕ್ರಮಸಂಖ್ಯೆ:ಪಂ.ರಾ.ಇಂ/ವಿ/ಕಾ/ಟೆಂ-1/2025-26/19 xyxy=(26,1044,142,1053)
section-title: ಪ್ರಾದೇಶಿಕ xyxy=(320,8,411,43)
list-item: 2) ಟೆಂಡರ್ ಪ್ರಕಟಣೆ ದಿನಾಂಕ: 14-10-2025 xyxy=(491,578,594,587)
lead-headline-2: ಕೆಂಪೇಗೌಡರ ಹೆಸರಿಡಿ xyxy=(30,140,365,196)
registration-dot xyxy=(350,1446,358,1454)
court-6-case: P & SC. No. 5351/2024 xyxy=(733,930,815,939)
panchayat-govt: ಕರ್ನಾಟಕ ಸರ್ಕಾರ xyxy=(177,1015,214,1023)
list-item: (ಪ್ಯಾಕೇಜ್ ಸಂಖ್ಯೆ: 6) ಚರಂಡಿ ನಿರ್ಮಾಣ ಕಾಮಗಾರಿ. RDPR/2025-26/BD/WORK_INDENT19468. ಅಂದಾಜು ಮೊತ್ತ: ರೂ. 15.00 ಲಕ್ಷ, ಇಎಂಡಿ ರೂ. 31800 xyxy=(26,1187,365,1206)
court-6-body: BETWEEN: 1. Smt. Soundaryan Bhaskar D/o Late K.S. Rajan @ Anandraj Soundararajan, Aged about 65 years, R/at No.97, 17th D Main, 6th Block, Koramangala, Bengaluru-560095 ...Petitioner No-1. 2. Sri. Prabhakar Soundararajan, S/o Late K.S. Rajan ...Petitioner No-2. AND: NIL. NOTICE: WHEREAS the above-named Petitioners have filed a petition under Section 276 of the Indian Succession Act, 1925, for grant of Letter of Administration. Take Notice that any person interested may appear before this Court on 10.11.2025 at 11.00 A.M. xyxy=(721,937,827,1071)
masthead-rule xyxy=(0,50,478,52)
court-5-case: P & SC. 159/2023 xyxy=(628,1036,692,1045)
far-right-lower-body-2: ನ್ಯಾಯಾಲಯದ ಆದೇಶದಂತೆ ಈ ಮೂಲಕ ಸಾರ್ವಜನಿಕರಿಗೆ ತಿಳಿಸುವುದೇನೆಂದರೆ ಕೆಳಕಂಡ ಪ್ರಕರಣದಲ್ಲಿ ಪ್ರತಿವಾದಿಗಳು ದಿನಾಂಕ 23.10.2025 ರಂದು ನ್ಯಾಯಾಲಯದಲ್ಲಿ ಹಾಜರಾಗಬೇಕು. ತಪ್ಪಿದಲ್ಲಿ ಏಕಪಕ್ಷೀಯವಾಗಿ ತೀರ್ಮಾನಿಸಲಾಗುವುದು. 1) ಶ್ರೀಮತಿ ಲಕ್ಷ್ಮಮ್ಮ 2) ಶ್ರೀ ಮುನಿರಾಜು 3) ಶ್ರೀ ವೆಂಕಟೇಶ್ 4) ಶ್ರೀ ನಾರಾಯಣಪ್ಪ 5) ಶ್ರೀಮತಿ ಗೌರಮ್ಮ 6) ಶ್ರೀ ರಾಮಯ್ಯ. xyxy=(835,915,940,983)
right-top-notice-2b-title: ಸಾರ್ವಜನಿಕ ಪ್ರಕಟಣೆ xyxy=(864,6,908,14)
lead-bottom-rule xyxy=(28,546,480,547)
court-5-order: By Order of the Court The Chief Administrative Officer, District and Sessions Judge, Court, Kolar xyxy=(607,1234,709,1265)
far-right-lower-notice xyxy=(832,906,943,1450)
list-item: (ಪ್ಯಾಕೇಜ್ ಸಂಖ್ಯೆ: 1) 2025-26 ನೇ ಸಾಲಿನ ರಾಜ್ಯ ವಲಯ ಯೋಜನೆಯಡಿ ರಸ್ತೆ ಸುಧಾರಣೆ ಕಾಮಗಾರಿ. ಅಂದಾಜು ಮೊತ್ತ: ರೂ. 14.50 ಲಕ್ಷ, ಇಎಂಡಿ ರೂ. 31000 xyxy=(26,1096,365,1115)
court-right-order: BY ORDER OF THE COURT SHIRASTEDAR ASSISTANT COMMISSIONER And Sub-Divisional Magistrate Doddaballapur Sub-Division Bangalore Rural District Doddaballapur xyxy=(835,314,937,367)
registration-dot xyxy=(362,1446,370,1454)
